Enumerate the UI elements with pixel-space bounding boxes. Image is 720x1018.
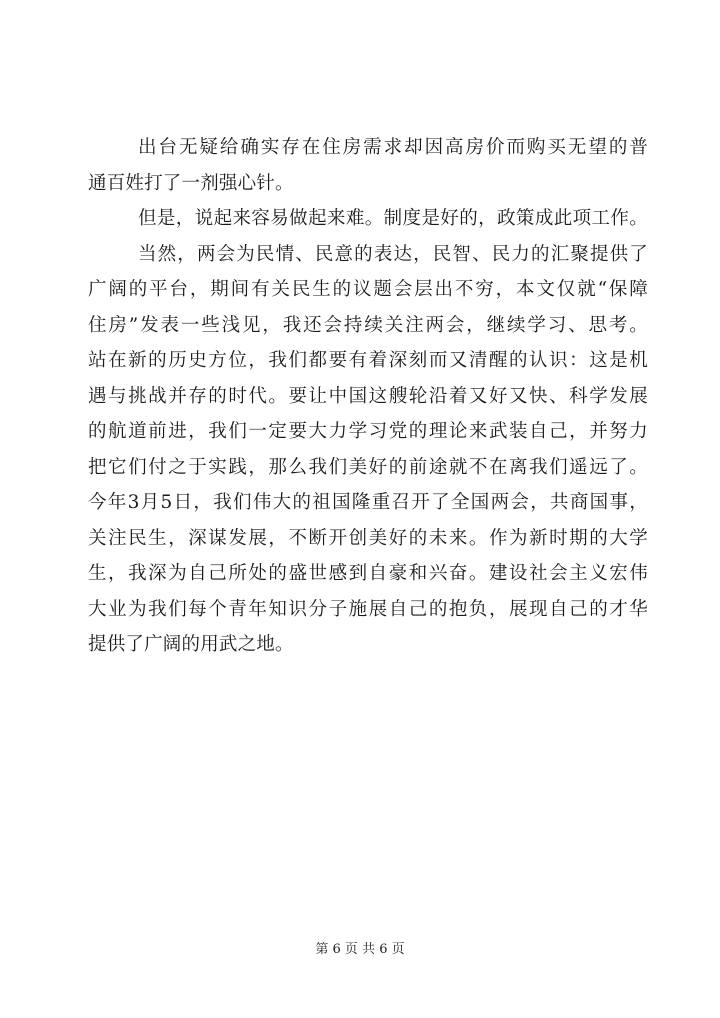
text-line: 的航道前进，我们一定要大力学习党的理论来武装自己，并努力 xyxy=(88,421,648,442)
text-line: 生，我深为自己所处的盛世感到自豪和兴奋。建设社会主义宏伟 xyxy=(88,563,648,584)
text-line: 通百姓打了一剂强心针。 xyxy=(88,172,294,194)
text-line: 但是，说起来容易做起来难。制度是好的，政策成此项工作。 xyxy=(138,208,648,229)
page-number-label: 第 6 页 共 6 页 xyxy=(315,942,405,957)
text-line: 住房”发表一些浅见，我还会持续关注两会，继续学习、思考。 xyxy=(88,314,648,336)
text-line: 关注民生，深谋发展，不断开创美好的未来。作为新时期的大学 xyxy=(88,527,648,549)
text-line: 提供了广阔的用武之地。 xyxy=(88,634,294,655)
text-line: 把它们付之于实践，那么我们美好的前途就不在离我们遥远了。 xyxy=(88,456,648,478)
text-line: 大业为我们每个青年知识分子施展自己的抱负，展现自己的才华 xyxy=(88,598,648,620)
body-text xyxy=(88,130,648,663)
text-line: 当然，两会为民情、民意的表达，民智、民力的汇聚提供了 xyxy=(138,243,648,265)
page-footer xyxy=(0,938,720,957)
text-line: 广阔的平台，期间有关民生的议题会层出不穷，本文仅就“保障 xyxy=(88,279,648,300)
text-line: 今年3月5日，我们伟大的祖国隆重召开了全国两会，共商国事， xyxy=(88,492,648,513)
text-line: 遇与挑战并存的时代。要让中国这艘轮沿着又好又快、科学发展 xyxy=(88,385,648,407)
text-line: 站在新的历史方位，我们都要有着深刻而又清醒的认识：这是机 xyxy=(88,350,648,371)
text-line: 出台无疑给确实存在住房需求却因高房价而购买无望的普 xyxy=(138,137,648,158)
